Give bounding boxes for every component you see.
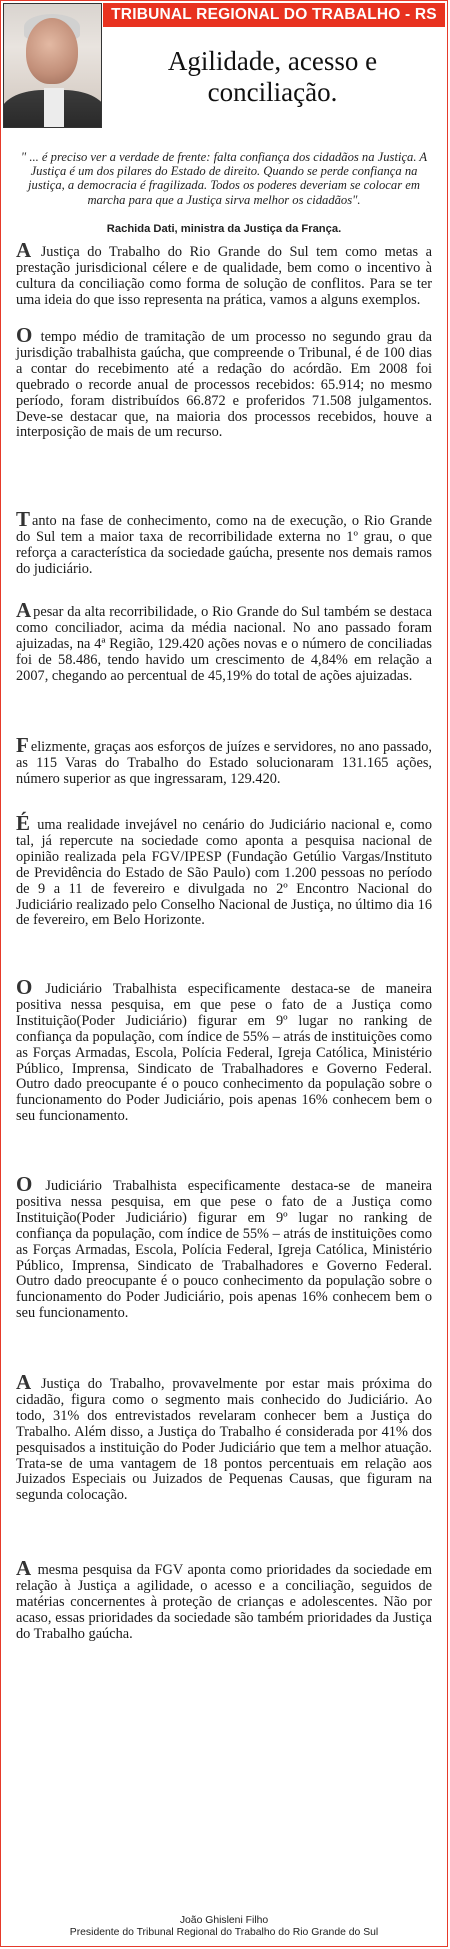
dropcap: O (16, 323, 33, 347)
signature-role: Presidente do Tribunal Regional do Trabalho do Rio Grande do Sul (69, 1927, 379, 1938)
author-photo (3, 3, 102, 128)
paragraph-3 (16, 507, 432, 578)
paragraph-4 (16, 598, 432, 685)
header-banner: TRIBUNAL REGIONAL DO TRABALHO - RS (103, 3, 445, 27)
paragraph-text: pesar da alta recorribilidade, o Rio Grande do Sul também se destaca como conciliador, acima da média nacional. No ano passado foram ajuizadas, na 4ª Região, 129.420 ações novas e o número de conciliadas foi de 58.486, tendo havido um crescimento de 4,84% em relação a 2007, chegando ao percentual de 45,19% do total de ações ajuizadas. (16, 604, 432, 684)
epigraph-quote: " ... é preciso ver a verdade de frente: falta confiança dos cidadãos na Justiça. A Justiça é um dos pilares do Estado de direito. Quando se perde confiança na justiça, a democracia é fragilizada. Todos os poderes deveriam se colocar em marcha para que a Justiça sirva melhor os cidadãos". (20, 150, 428, 207)
paragraph-text: Justiça do Trabalho, provavelmente por estar mais próxima do cidadão, figura como o segmento mais conhecido do Judiciário. Ao todo, 31% dos entrevistados revelaram conhecer bem a Justiça do Trabalho. Além disso, a Justiça do Trabalho é considerada por 41% dos pesquisados a instituição do Poder Judiciário que tem a melhor atuação. Trata-se de uma vantagem de 18 pontos percentuais em relação aos Juizados Especiais ou Juizados de Pequenas Causas, que figuram na segunda colocação. (16, 1376, 432, 1504)
paragraph-7 (16, 975, 432, 1125)
paragraph-text: Judiciário Trabalhista especificamente destaca-se de maneira positiva nessa pesquisa, em que pese o fato de a Justiça como Instituição(Poder Judiciário) figurar em 9º lugar no ranking de confiança da população, com índice de 55% – atrás de instituições como as Forças Armadas, Escola, Polícia Federal, Igreja Católica, Ministério Público, Imprensa, Sindicato de Trabalhadores e Governo Federal. Outro dado preocupante é o pouco conhecimento da população sobre o funcionamento do Poder Judiciário, pois apenas 16% conhecem bem o seu funcionamento. (16, 981, 432, 1125)
paragraph-text: Justiça do Trabalho do Rio Grande do Sul tem como metas a prestação jurisdicional célere e de qualidade, bem como o incentivo à cultura da conciliação como forma de solução de conflitos. Para se ter uma ideia do que isso representa na prática, vamos a alguns exemplos. (16, 244, 432, 308)
dropcap: É (16, 811, 31, 835)
paragraph-text: tempo médio de tramitação de um processo no segundo grau da jurisdição trabalhista gaúcha, que compreende o Tribunal, é de 100 dias a contar do recebimento até a redação do acórdão. Em 2008 foi quebrado o recorde anual de processos recebidos: 65.914; no mesmo período, foram distribuídos 66.872 e proferidos 71.508 julgamentos. Deve-se destacar que, na maioria dos processos recebidos, houve a interposição de mais de um recurso. (16, 329, 432, 441)
paragraph-text: mesma pesquisa da FGV aponta como prioridades da sociedade em relação à Justiça a agilidade, o acesso e a conciliação, seguidos de matérias concernentes à proteção de crianças e adolescentes. Não por acaso, essas prioridades da sociedade são também prioridades da Justiça do Trabalho gaúcha. (16, 1562, 432, 1642)
paragraph-10 (16, 1556, 432, 1643)
paragraph-text: elizmente, graças aos esforços de juízes e servidores, no ano passado, as 115 Varas do Trabalho do Estado solucionaram 131.165 ações, número superior as que ingressaram, 129.420. (16, 739, 432, 787)
paragraph-6 (16, 811, 432, 929)
dropcap: F (16, 733, 29, 757)
paragraph-5 (16, 733, 432, 788)
paragraph-1 (16, 238, 432, 309)
paragraph-2 (16, 323, 432, 441)
paragraph-text: uma realidade invejável no cenário do Judiciário nacional e, como tal, já repercute na sociedade como aponta a pesquisa nacional de opinião realizada pela FGV/IPESP (Fundação Getúlio Vargas/Instituto de Previdência do Estado de São Paulo) com 1.200 pessoas no período de 9 a 11 de fevereiro e divulgada no 2º Encontro Nacional do Judiciário realizado pelo Conselho Nacional de Justiça, no último dia 16 de fevereiro, em Belo Horizonte. (16, 817, 432, 929)
dropcap: O (16, 975, 33, 999)
paragraph-text: Judiciário Trabalhista especificamente destaca-se de maneira positiva nessa pesquisa, em que pese o fato de a Justiça como Instituição(Poder Judiciário) figurar em 9º lugar no ranking de confiança da população, com índice de 55% – atrás de instituições como as Forças Armadas, Escola, Polícia Federal, Igreja Católica, Ministério Público, Imprensa, Sindicato de Trabalhadores e Governo Federal. Outro dado preocupante é o pouco conhecimento da população sobre o funcionamento do Poder Judiciário, pois apenas 16% conhecem bem o seu funcionamento. (16, 1178, 432, 1322)
article-title (110, 46, 435, 108)
title-line-2: conciliação. (207, 77, 338, 107)
epigraph-author: Rachida Dati, ministra da Justiça da França. (106, 223, 342, 235)
photo-face (26, 18, 78, 84)
dropcap: A (16, 598, 32, 622)
dropcap: A (16, 1370, 32, 1394)
paragraph-8 (16, 1172, 432, 1322)
title-line-1: Agilidade, acesso e (167, 46, 378, 76)
dropcap: A (16, 1556, 32, 1580)
signature (10, 1915, 438, 1939)
paragraph-text: anto na fase de conhecimento, como na de execução, o Rio Grande do Sul tem a maior taxa de recorribilidade externa no 1º grau, o que reforça a característica da sociedade gaúcha, presente nos demais ramos do judiciário. (16, 513, 432, 577)
signature-name: João Ghisleni Filho (179, 1915, 269, 1926)
photo-shirt (44, 88, 64, 128)
dropcap: T (16, 507, 31, 531)
dropcap: A (16, 238, 32, 262)
paragraph-9 (16, 1370, 432, 1504)
dropcap: O (16, 1172, 33, 1196)
